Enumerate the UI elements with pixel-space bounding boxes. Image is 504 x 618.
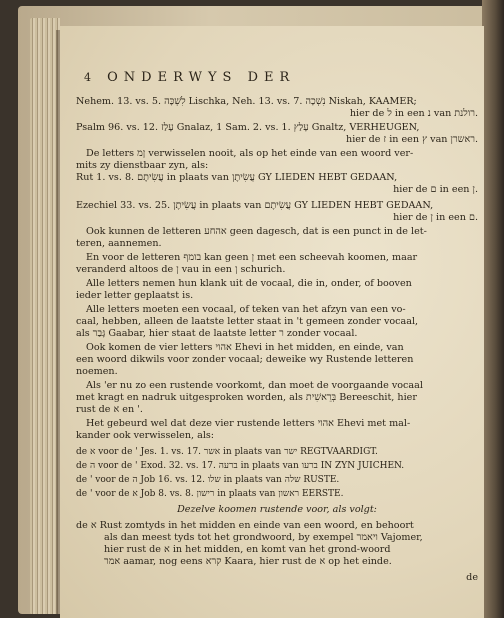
text-line: Ook komen de vier letters אהוי Ehevi in het midden, en einde, van	[86, 342, 404, 353]
book-page	[60, 26, 484, 618]
text-line: de א Rust zomtyds in het midden en einde van een woord, en behoort	[76, 520, 414, 531]
text-line: Als 'er nu zo een rustende voorkomt, dan moet de voorgaande vocaal	[86, 380, 423, 391]
text-line: Psalm 96. vs. 12. עָלַז Gnalaz, 1 Sam. 2. vs. 1. עָלַץ Gnaltz, VERHEUGEN,	[76, 122, 420, 133]
text-line: Alle letters moeten een vocaal, of teken van het afzyn van een vo-	[86, 304, 406, 315]
page-number: 4	[84, 71, 92, 84]
text-line: rust de א en '.	[76, 404, 143, 415]
running-title: ONDERWYS DER	[107, 70, 296, 85]
text-line: hier de ם in een ן.	[393, 184, 478, 195]
text-line: een woord dikwils voor zonder vocaal; deweike wy Rustende letteren	[76, 354, 414, 365]
text-line: noemen.	[76, 366, 118, 377]
section-heading: Dezelve koomen rustende voor, als volgt:	[177, 504, 377, 515]
example-row: de ' voor de ה Job 16. vs. 12. שלו in plaats van שלה RUSTE.	[76, 475, 340, 485]
text-line: De letters ןמ verwisselen nooit, als op het einde van een woord ver-	[86, 148, 414, 159]
text-line: Nehem. 13. vs. 5. לִשְׁכָּה Lischka, Neh. 13. vs. 7. נִשְׁכָה Niskah, KAAMER;	[76, 96, 417, 107]
text-line: Ezechiel 33. vs. 25. עֲשִׂיתֶן in plaats van עֲשִׂיתֶם GY LIEDEN HEBT GEDAAN,	[76, 200, 434, 211]
text-line: kander ook verwisselen, als:	[76, 430, 215, 441]
text-line: Ook kunnen de letteren אהחע geen dagesch, dat is een punct in de let-	[86, 226, 427, 237]
text-line: caal, hebben, alleen de laatste letter staat in 't gemeen zonder vocaal,	[76, 316, 419, 327]
text-line: veranderd altoos de ן vau in een ן schurich.	[76, 264, 286, 275]
text-line: Alle letters nemen hun klank uit de vocaal, die in, onder, of booven	[86, 278, 412, 289]
text-line: Rut 1. vs. 8. עֲשִׂיתֶם in plaats van עֲשִׂיתֶן GY LIEDEN HEBT GEDAAN,	[76, 172, 398, 183]
text-line: als גָּבַר Gaabar, hier staat de laatste letter ר zonder vocaal.	[76, 328, 358, 339]
catchword: de	[466, 572, 478, 583]
text-line: hier de ן in een ם.	[393, 212, 478, 223]
running-header	[84, 70, 484, 85]
text-line: met kragt en nadruk uitgesproken worden, als בְּרֵאשִׁית Bereeschit, hier	[76, 392, 417, 403]
example-row: de ה voor de ' Exod. 32. vs. 17. ברעה in plaats van ברעו IN ZYN JUICHEN.	[76, 461, 405, 471]
text-line: Het gebeurd wel dat deze vier rustende letters אהוי Ehevi met mal-	[86, 418, 411, 429]
text-line: als dan meest tyds tot het grondwoord, by exempel ויאמר Vajomer,	[104, 532, 423, 543]
text-line: ieder letter geplaatst is.	[76, 290, 194, 301]
next-page-edge	[482, 0, 504, 618]
text-line: mits zy dienstbaar zyn, als:	[76, 160, 209, 171]
text-line: hier rust de א in het midden, en komt van het grond-woord	[104, 544, 391, 555]
text-line: teren, aannemen.	[76, 238, 162, 249]
text-line: En voor de letteren בומף kan geen ן met een scheevah koomen, maar	[86, 252, 418, 263]
text-line: hier de ז in een ץ van ראשרן.	[346, 134, 478, 145]
text-line: hier de ל in een נ van רולנת.	[349, 108, 478, 119]
example-row: de ' voor de א Job 8. vs. 8. רישון in plaats van ראשון EERSTE.	[76, 489, 344, 499]
example-row: de א voor de ' Jes. 1. vs. 17. אשר in plaats van ישר REGTVAARDIGT.	[76, 447, 378, 457]
text-line: אמר aamar, nog eens קרא Kaara, hier rust de א op het einde.	[104, 556, 392, 567]
